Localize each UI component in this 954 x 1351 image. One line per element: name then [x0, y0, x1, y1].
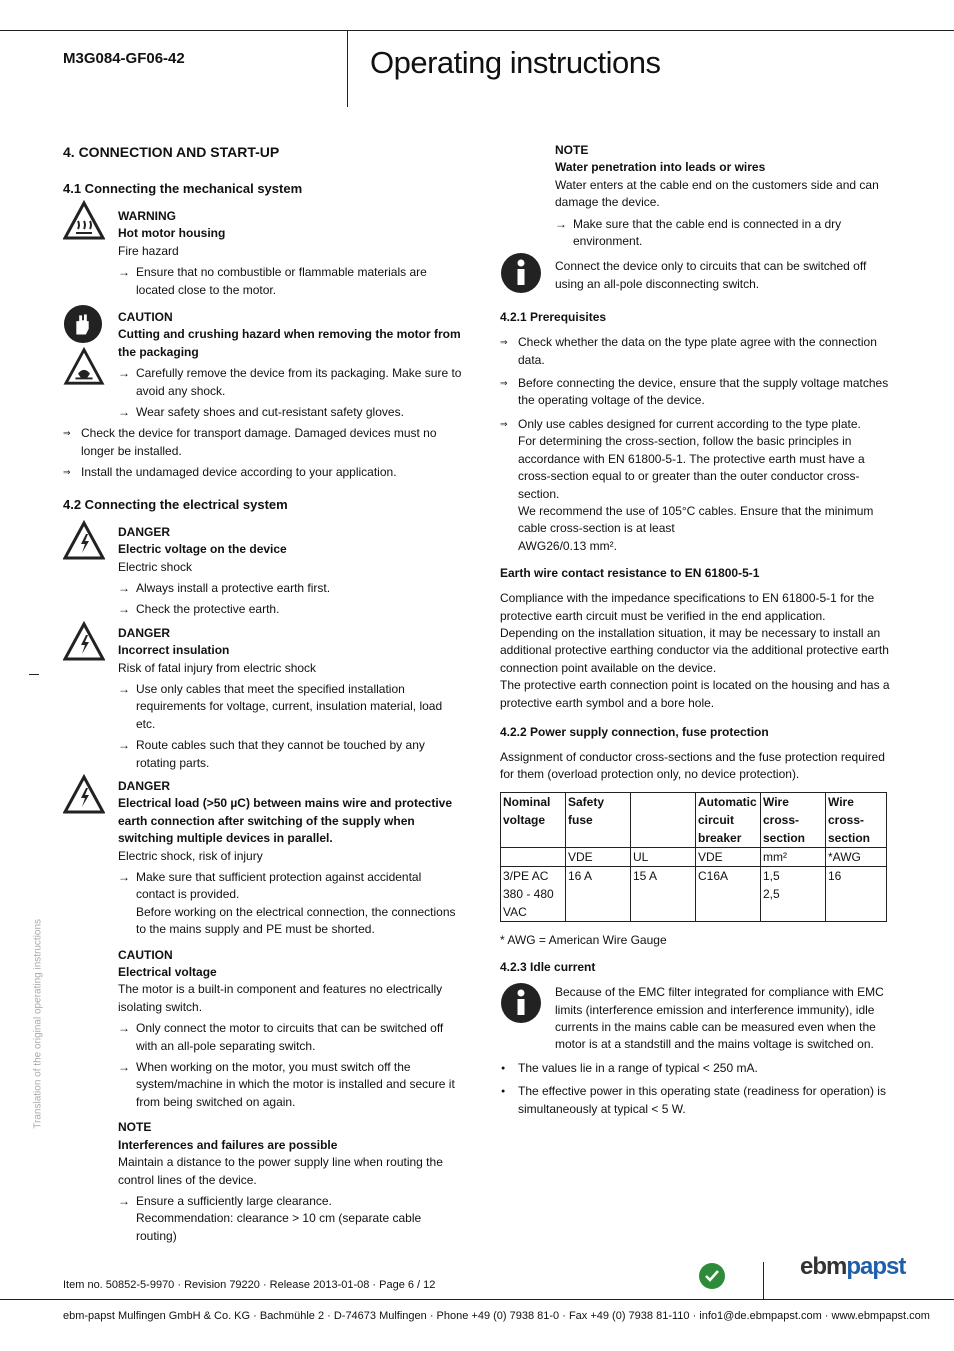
danger-insulation: DANGER Incorrect insulation Risk of fatal injury from electric shock → Use only cables that meet the specified installation requirements for voltage, current, insulation material, load etc. → Route cables such that they cannot be touched by any rotating parts. — [63, 625, 463, 772]
warning-hot-housing: WARNING Hot motor housing Fire hazard → Ensure that no combustible or flammable materials are located close to the motor. — [63, 208, 463, 299]
item-info: Item no. 50852-5-9970 · Revision 79220 · Release 2013-01-08 · Page 6 / 12 — [63, 1279, 436, 1291]
company-address: ebm-papst Mulfingen GmbH & Co. KG · Bachmühle 2 · D-74673 Mulfingen · Phone +49 (0) 7938 81-0 · Fax +49 (0) 7938 81-110 · info1@de.ebmpapst.com · www.ebmpapst.com — [63, 1310, 930, 1322]
danger-voltage: DANGER Electric voltage on the device Electric shock → Always install a protective earth first. → Check the protective earth. — [63, 524, 463, 619]
high-voltage-icon — [63, 621, 105, 663]
danger-electrical-load: DANGER Electrical load (>50 µC) between mains wire and protective earth connection after switching of the supply when switching multiple devices in parallel. Electric shock, risk of injury → Make sure that sufficient protection against accidental contact is provided. Before working on the electrical connection, the connections to the mains supply and PE must be shorted. — [63, 778, 463, 939]
mech-title: 4.1 Connecting the mechanical system — [63, 181, 303, 196]
hot-surface-icon — [63, 200, 105, 242]
elec-title: 4.2 Connecting the electrical system — [63, 496, 288, 512]
crushing-hazard-icon — [63, 347, 105, 387]
info-idle-current: Because of the EMC filter integrated for compliance with EMC limits (interference emission and interference immunity), idle currents in the mains cable can be measured even when the motor is at a standstill and the mains voltage is switched on. — [500, 984, 892, 1054]
ebmpapst-logo: ebmpapst — [800, 1253, 906, 1280]
left-column — [63, 142, 463, 1245]
fuse-table: Nominal voltage Safety fuse Automatic circuit breaker Wire cross-section Wire cross-section VDE UL VDE mm² *AWG 3/PE AC 380 - 480 VAC 16 A 15 A C16A 1,5 2,5 16 — [500, 792, 887, 922]
list-item: ⇒ Only use cables designed for current according to the type plate. For determining the cross-section, follow the basic principles in accordance with EN 61800-5-1. The protective earth must have a cross-section equal to or greater than the outer conductor cross-section. We recommend the use of 105°C cables. Ensure that the minimum cable cross-section is at least AWG26/0.13 mm². — [500, 416, 892, 555]
high-voltage-icon — [63, 774, 105, 816]
greentech-logo — [698, 1262, 726, 1290]
idle-title: 4.2.3 Idle current — [500, 960, 596, 975]
fuse-title: 4.2.2 Power supply connection, fuse protection — [500, 724, 769, 739]
list-item: ⇒ Check whether the data on the type plate agree with the connection data. — [500, 334, 892, 369]
header-divider — [347, 30, 348, 107]
list-item: ● The values lie in a range of typical < 250 mA. — [500, 1060, 892, 1077]
prereq-title: 4.2.1 Prerequisites — [500, 310, 607, 325]
list-item: ⇒ Check the device for transport damage. Damaged devices must no longer be installed. — [63, 425, 463, 460]
caution-electrical-voltage: CAUTION Electrical voltage The motor is a built-in component and features no electrically isolating switch. → Only connect the motor to circuits that can be switched off with an all-pole separating switch. → When working on the motor, you must switch off the system/machine in which the motor is installed and secure it from being switched on again. — [63, 947, 463, 1112]
page-title: Operating instructions — [370, 45, 661, 80]
section-title: 4. CONNECTION AND START-UP — [63, 144, 280, 160]
caution-crushing: CAUTION Cutting and crushing hazard when removing the motor from the packaging → Carefully remove the device from its packaging. Make sure to avoid any shock. → Wear safety shoes and cut-resistant safety gloves. — [63, 309, 463, 421]
note-water: NOTE Water penetration into leads or wires Water enters at the cable end on the customers side and can damage the device. → Make sure that the cable end is connected in a dry environment. — [500, 142, 892, 250]
list-item: ⇒ Install the undamaged device according to your application. — [63, 464, 463, 481]
info-icon — [500, 982, 542, 1024]
high-voltage-icon — [63, 520, 105, 562]
note-interferences: NOTE Interferences and failures are possible Maintain a distance to the power supply line when routing the control lines of the device. → Ensure a sufficiently large clearance. Recommendation: clearance > 10 cm (separate cable routing) — [63, 1119, 463, 1245]
footer-divider — [763, 1262, 764, 1300]
footer-rule — [0, 1299, 954, 1300]
gloves-icon — [63, 304, 103, 344]
list-item: ● The effective power in this operating state (readiness for operation) is simultaneously at typical < 5 W. — [500, 1083, 892, 1118]
header-top-rule — [0, 30, 954, 31]
fold-mark — [29, 674, 39, 675]
info-all-pole: Connect the device only to circuits that can be switched off using an all-pole disconnecting switch. — [500, 258, 892, 293]
right-column: NOTE Water penetration into leads or wires Water enters at the cable end on the customers side and can damage the device. → Make sure that the cable end is connected in a dry environment. Connect the device only to circuits that can be switched off using an all-pole disconnecting switch. 4.2.1 Prerequisites ⇒ Check whether the data on the type plate agree with the connection data. ⇒ Before connecting the device, ensure that the supply voltage matches the operating voltage of the device. ⇒ Only use cables designed for current according to the type plate. For determining the cross-section, follow the basic principles in accordance with EN 61800-5-1. The protective earth must have a cross-section equal to or greater than the outer conductor cross-section. We recommend the use of 105°C cables. Ensure that the minimum cable cross-section is at least AWG26/0.13 mm². Earth wire contact resistance to EN 61800-5-1 Compliance with the impedance specifications to EN 61800-5-1 for the protective earth circuit must be verified in the end application. Depending on the installation situation, it may be necessary to install an additional protective earthing conductor via the additional protective earth connection point available on the device. The protective earth connection point is located on the housing and has a protective earth symbol and a bore hole. 4.2.2 Power supply connection, fuse protection Assignment of conductor cross-sections and the fuse protection required for them (overload protection only, no device protection). Nominal voltage Safety fuse Automatic circuit breaker Wire cross-section Wire cross-section VDE UL VDE mm² *AWG 3/PE AC 380 - 480 VAC 16 A 15 A C16A 1,5 2,5 16 * AWG = American Wire Gauge 4.2.3 Idle current Because of the EMC filter integrated for compliance with EMC limits (interference emission and interference immunity), idle currents in the mains cable can be measured even when the motor is at a standstill and the mains voltage is switched on. ● The values lie in a range of typical < 250 mA. ● The effective power in this operating state (readiness for operation) is simultaneously at typical < 5 W. — [500, 142, 892, 1118]
model-number: M3G084-GF06-42 — [63, 50, 185, 67]
list-item: ⇒ Before connecting the device, ensure that the supply voltage matches the operating voltage of the device. — [500, 375, 892, 410]
info-icon — [500, 252, 542, 294]
earth-title: Earth wire contact resistance to EN 61800-5-1 — [500, 566, 760, 581]
side-note: Translation of the original operating instructions — [32, 918, 44, 1129]
